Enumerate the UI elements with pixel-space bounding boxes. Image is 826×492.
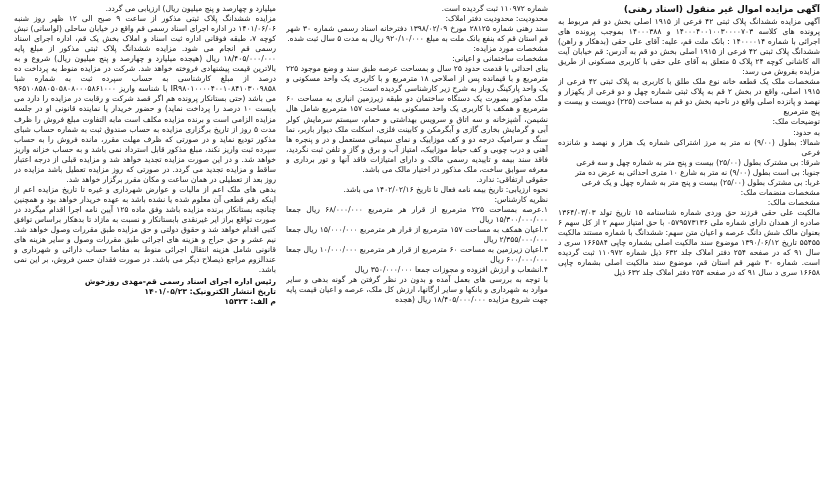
notice-column-middle (286, 4, 548, 488)
paragraph: نحوه ارزیابی: تاریخ بیمه نامه فعال تا تاریخ ۱۴۰۲/۰۲/۱۶ می باشد. (343, 184, 548, 194)
paragraph: مشخصات ملک یک قطعه خانه نوع ملک طلق با کاربری به پلاک ثبتی ۴۲ فرعی از ۱۹۱۵ اصلی، واقع در بخش ۲ قم به پلاک ثبتی شماره چهل و دو فرعی از یکهزار و نهصد و پانزده اصلی واقع در ناحیه بخش دو قم به مساحت (۲۲۵) دویست و بیست و پنج مترمربع (558, 77, 820, 117)
paragraph: جنوبا: بی است بطول (۹/۰۰) نه متر به شارع ۱۰ متری احداثی به عرض ده متر (575, 167, 820, 177)
paragraph: محدودیت: محدودیت دفتر املاک: (445, 14, 548, 24)
paragraph: شماره ۱۱۰۹۷۲ ثبت گردیده است. (441, 4, 548, 13)
paragraph: حقوقی ارتفاقی: ندارد. (476, 174, 548, 184)
paragraph: ۱.عرصه بمساحت ۲۲۵ مترمربع از قرار هر مترمربع ۶۸/۰۰۰/۰۰۰ ریال جمعا ۱۵/۳۰۰/۰۰۰/۰۰۰ ریال (286, 204, 548, 224)
paragraph: ملک مذکور بصورت یک دستگاه ساختمان دو طبقه زیرزمین انباری به مساحت ۶۰ مترمربع و همکف با کاربری یک واحد مسکونی به مساحت ۱۵۷ مترمربع شامل هال نشیمن، آشپزخانه و سه اتاق و سرویس بهداشتی و حمام، سیستم سرمایش کولر آبی و گرمایش بخاری گازی و آبگرمکن و کابینت فلزی، اسکلت ملک دیوار باربر، نما سنگ و سرامیک درجه دو و کف موزاییک و نمای سیمانی مستعمل و در و پنجره ها آهنی و درب چوبی و کف حیاط موزاییک، امتیاز آب و برق و گاز و تلفن ثبت نگردید، فاقد سند بیمه و تاییدیه رسمی مالک و دارای امتیازات فاقد آنها و تور برداری و معرفه سوابق ساخت، ملک مذکور در اختیار مالک می باشد. (286, 94, 548, 174)
paragraph: غربا: بی مشترک بطول (۲۵/۰۰) بیست و پنج متر به شماره چهل و یک فرعی (581, 177, 820, 187)
paragraph: میلیارد و چهارصد و پنج میلیون ریال) ارزیابی می گردد. (105, 4, 276, 13)
column-middle-body (286, 4, 548, 305)
notice-column-right (558, 4, 820, 488)
paragraph: ۳.اعیان زیرزمین به مساحت ۶۰ مترمربع از قرار هر مترمربع ۱۰/۰۰۰/۰۰۰ ریال جمعا ۶۰۰/۰۰۰/۰۰۰ ریال (286, 245, 548, 265)
paragraph: بنای احداثی با قدمت حدود ۲۵ سال و بمساحت عرصه طبق سند و وضع موجود ۲۲۵ مترمربع و با قیمانده پس از اصلاحی ۱۸ مترمربع و با کاربری یک واحد مسکونی و یک واحد پارکینگ روباز به شرح زیر کارشناسی گردیده است: (286, 64, 548, 94)
paragraph: ۲.اعیان همکف به مساحت ۱۵۷ مترمربع از قرار هر مترمربع ۱۵/۰۰۰/۰۰۰ ریال جمعا ۲/۳۵۵/۰۰۰/۰۰۰ ریال (286, 225, 548, 245)
paragraph: شمالا: بطول (۹/۰۰) نه متر به مرز اشتراکی شماره یک هزار و نهصد و شانزده فرعی (558, 137, 820, 157)
paragraph: آگهی مزایده ششدانگ پلاک ثبتی ۴۲ فرعی از ۱۹۱۵ اصلی بخش دو قم مربوط به پرونده های کلاسه ۱۴۰۰۰۴۰۰۱۰۰۳۰۰۰۰۷۰۳ و ۱۴۰۰۰۳۸۸ بموجب پرونده های اجرائی با شماره ۱۴۰۰۰۰۱۴ : بانک ملت قم، علیه: آقای علی حقی (بدهکار و راهن) ششدانگ پلاک ثبتی ۴۲ فرعی از ۱۹۱۵ اصلی بخش دو قم به آدرس: قم خیابان آیت اله کاشانی کوچه ۲۴ پلاک ۵ متعلق به آقای علی حقی با کاربری مسکونی از طریق مزایده بفروش می رسد: (558, 17, 820, 77)
signature-block (14, 277, 276, 307)
column-right-body (558, 17, 820, 278)
paragraph: مشخصات مورد مزایده: (473, 44, 548, 54)
paragraph: سند رهنی شماره ۲۸۱۲۵ مورخ ۱۳۹۸/۰۲/۰۹ دفترخانه اسناد رسمی شماره ۳۰ شهر قم استان قم که بنفع بانک ملت به مبلغ ۹۲۰/۱۰/۰۰۰ ریال به مدت ۵ سال ثبت شده. (286, 24, 548, 44)
paragraph: نظریه کارشناس: (494, 194, 548, 204)
paragraph: بدهی های ملک اعم از مالیات و عوارض شهرداری و غیره تا تاریخ مزایده اعم از اینکه رقم قطعی آن معلوم شده یا نشده باشد به عهده خریدار خواهد بود و همچنین چنانچه بستانکار برنده مزایده باشد وفق ماده ۱۲۵ آیین نامه اجرا اقدام میگردد در صورت تواقع براز ایر غیرنقدی بابستانکار و نسبت به مازاد تا بدهکار براساس توافق کتبی اقدام خواهد شد و حقوق دولتی و حق مزایده طبق مقررات وصول خواهد شد. نیم عشر و حق حراج و هزینه های اجرائی طبق مقررات وصول و سایر هزینه های قانونی شامل هزینه انتقال اجرائی منوط به مفاصا حساب دارائی و شهرداری و عندالزوم مراجع ذیصلاح دیگر می باشد. در صورت فقدان حسن فروش، بر این نمی باشد. (14, 184, 276, 275)
paragraph: به حدود: (793, 127, 820, 137)
notice-column-left (14, 4, 276, 488)
paragraph: توضیحات ملک: (772, 117, 820, 127)
column-left-body (14, 4, 276, 275)
paragraph: مشخصات منضمات ملک: (740, 187, 820, 197)
paragraph: شرقا: بی مشترک بطول (۲۵/۰۰) بیست و پنج متر به شماره چهل و سه فرعی (576, 157, 820, 167)
paragraph: مشخصات مالک: (767, 197, 820, 207)
paragraph: مشخصات ساختمانی و اعیانی: (452, 54, 548, 64)
signature-official: رئیس اداره اجرای اسناد رسمی قم-مهدی روزخوش (84, 277, 276, 287)
paragraph: ۴.انشعاب و ارزش افزوده و مجوزات جمعا ۳۵۰/۰۰۰/۰۰۰ ریال (354, 265, 548, 275)
paragraph: با توجه به بررسی های بعمل آمده و بدون در نظر گرفتن هر گونه بدهی و سایر موارد به شهرداری و بانکها و سایر ارگانها، ارزش کل ملک، عرصه و اعیان قیمت پایه جهت شروع مزایده ۱۸/۴۰۵/۰۰۰/۰۰۰ ریال (هجده (286, 275, 548, 305)
notice-title: آگهی مزایده اموال غیر منقول (اسناد رهنی) (623, 5, 820, 15)
paragraph: مالکیت علی حقی فرزند حق وردی شماره شناسنامه ۱۵ تاریخ تولد ۱۳۶۴/۰۳/۰۳ صادره از همدان دارای شماره ملی ۰۵۷۹۵۷۳۱۳۶ با حق امتیاز سهم ۲ از کل سهم ۶ بعنوان مالک شش دانگ عرصه و اعیان متن سهم: ششدانگ با شماره مستند مالکیت ۵۵۴۵۵ تاریخ ۱۳۹۰/۰۶/۱۲ موضوع سند مالکیت اصلی بشماره چاپی ۱۶۶۵۸۴ سری د سال ۹۱ که در صفحه ۲۵۴ دفتر املاک جلد ۶۳۲ ذیل شماره ۱۱۰۹۷۲ ثبت گردیده است. شماره ۳۰ شهر قم استان قم، موضوع سند مالکیت اصلی بشماره چاپی ۱۶۶۵۸ سری د سال ۹۱ که در صفحه ۲۵۴ دفتر املاک جلد ۶۳۲ ذیل (558, 207, 820, 278)
publication-date: تاریخ انتشار الکترونیک: ۱۴۰۱/۰۵/۲۳ (144, 287, 276, 297)
reference-number: م الف: ۱۵۳۲۳ (224, 297, 276, 307)
paragraph: مزایده ششدانگ پلاک ثبتی مذکور از ساعت ۹ صبح الی ۱۲ ظهر روز شنبه ۱۴۰۱/۰۶/۰۶ در اداره اجرای اسناد رسمی قم واقع در خیابان ساحلی (لواسانی) نبش کوچه ۷، طبقه فوقانی اداره ثبت اسناد و املاک بخش یک قم، اداره اجرای اسناد رسمی قم انجام می شود. مزایده ششدانگ پلاک ثبتی مذکور از مبلغ پایه ۱۸/۴۰۵/۰۰۰/۰۰۰ ریال (هیجده میلیارد و چهارصد و پنج میلیون ریال) شروع و به بالاترین قیمت پیشنهادی فروخته خواهد شد. شرکت در مزایده منوط به پرداخت ده درصد از مبلغ کارشناسی به حساب سپرده ثبت به شماره شبا IR۹۸۰۱۰۰۰۰۴۰۰۱۰۸۴۱۰۳۰۰۹۸۵۸ با شناسه واریز ۹۶۵۱۰۸۵۸۰۵۰۵۸۰۸۰۰۰۵۸۶۱۰۰۰ می باشد (حتی بستانکار پرونده هم اگر قصد شرکت و رقابت در مزایده را دارد می بایست ۱۰ درصد را پرداخت نماید) و حضور خریدار یا نماینده قانونی او در جلسه مزایده الزامی است و برنده مزایده مکلف است مابه التفاوت مبلغ فروش را ظرف مدت ۵ روز از تاریخ برگزاری مزایده به حساب صندوق ثبت به شماره حساب شبای مذکور تودیع نماید و در صورتی که ظرف مهلت مقرر، مانده فروش را به حساب سپرده ثبت واریز نکند، مبلغ مذکور قابل استرداد نمی باشد و به حساب خزانه واریز خواهد شد. و در این صورت مزایده تجدید خواهد شد و مزایده قبلی از درجه اعتبار ساقط و مزایده تجدید می گردد. در صورتی که روز مزایده تعطیل باشد مزایده در روز بعد از تعطیلی در همان ساعت و مکان مقرر برگزار خواهد شد. (14, 14, 276, 184)
